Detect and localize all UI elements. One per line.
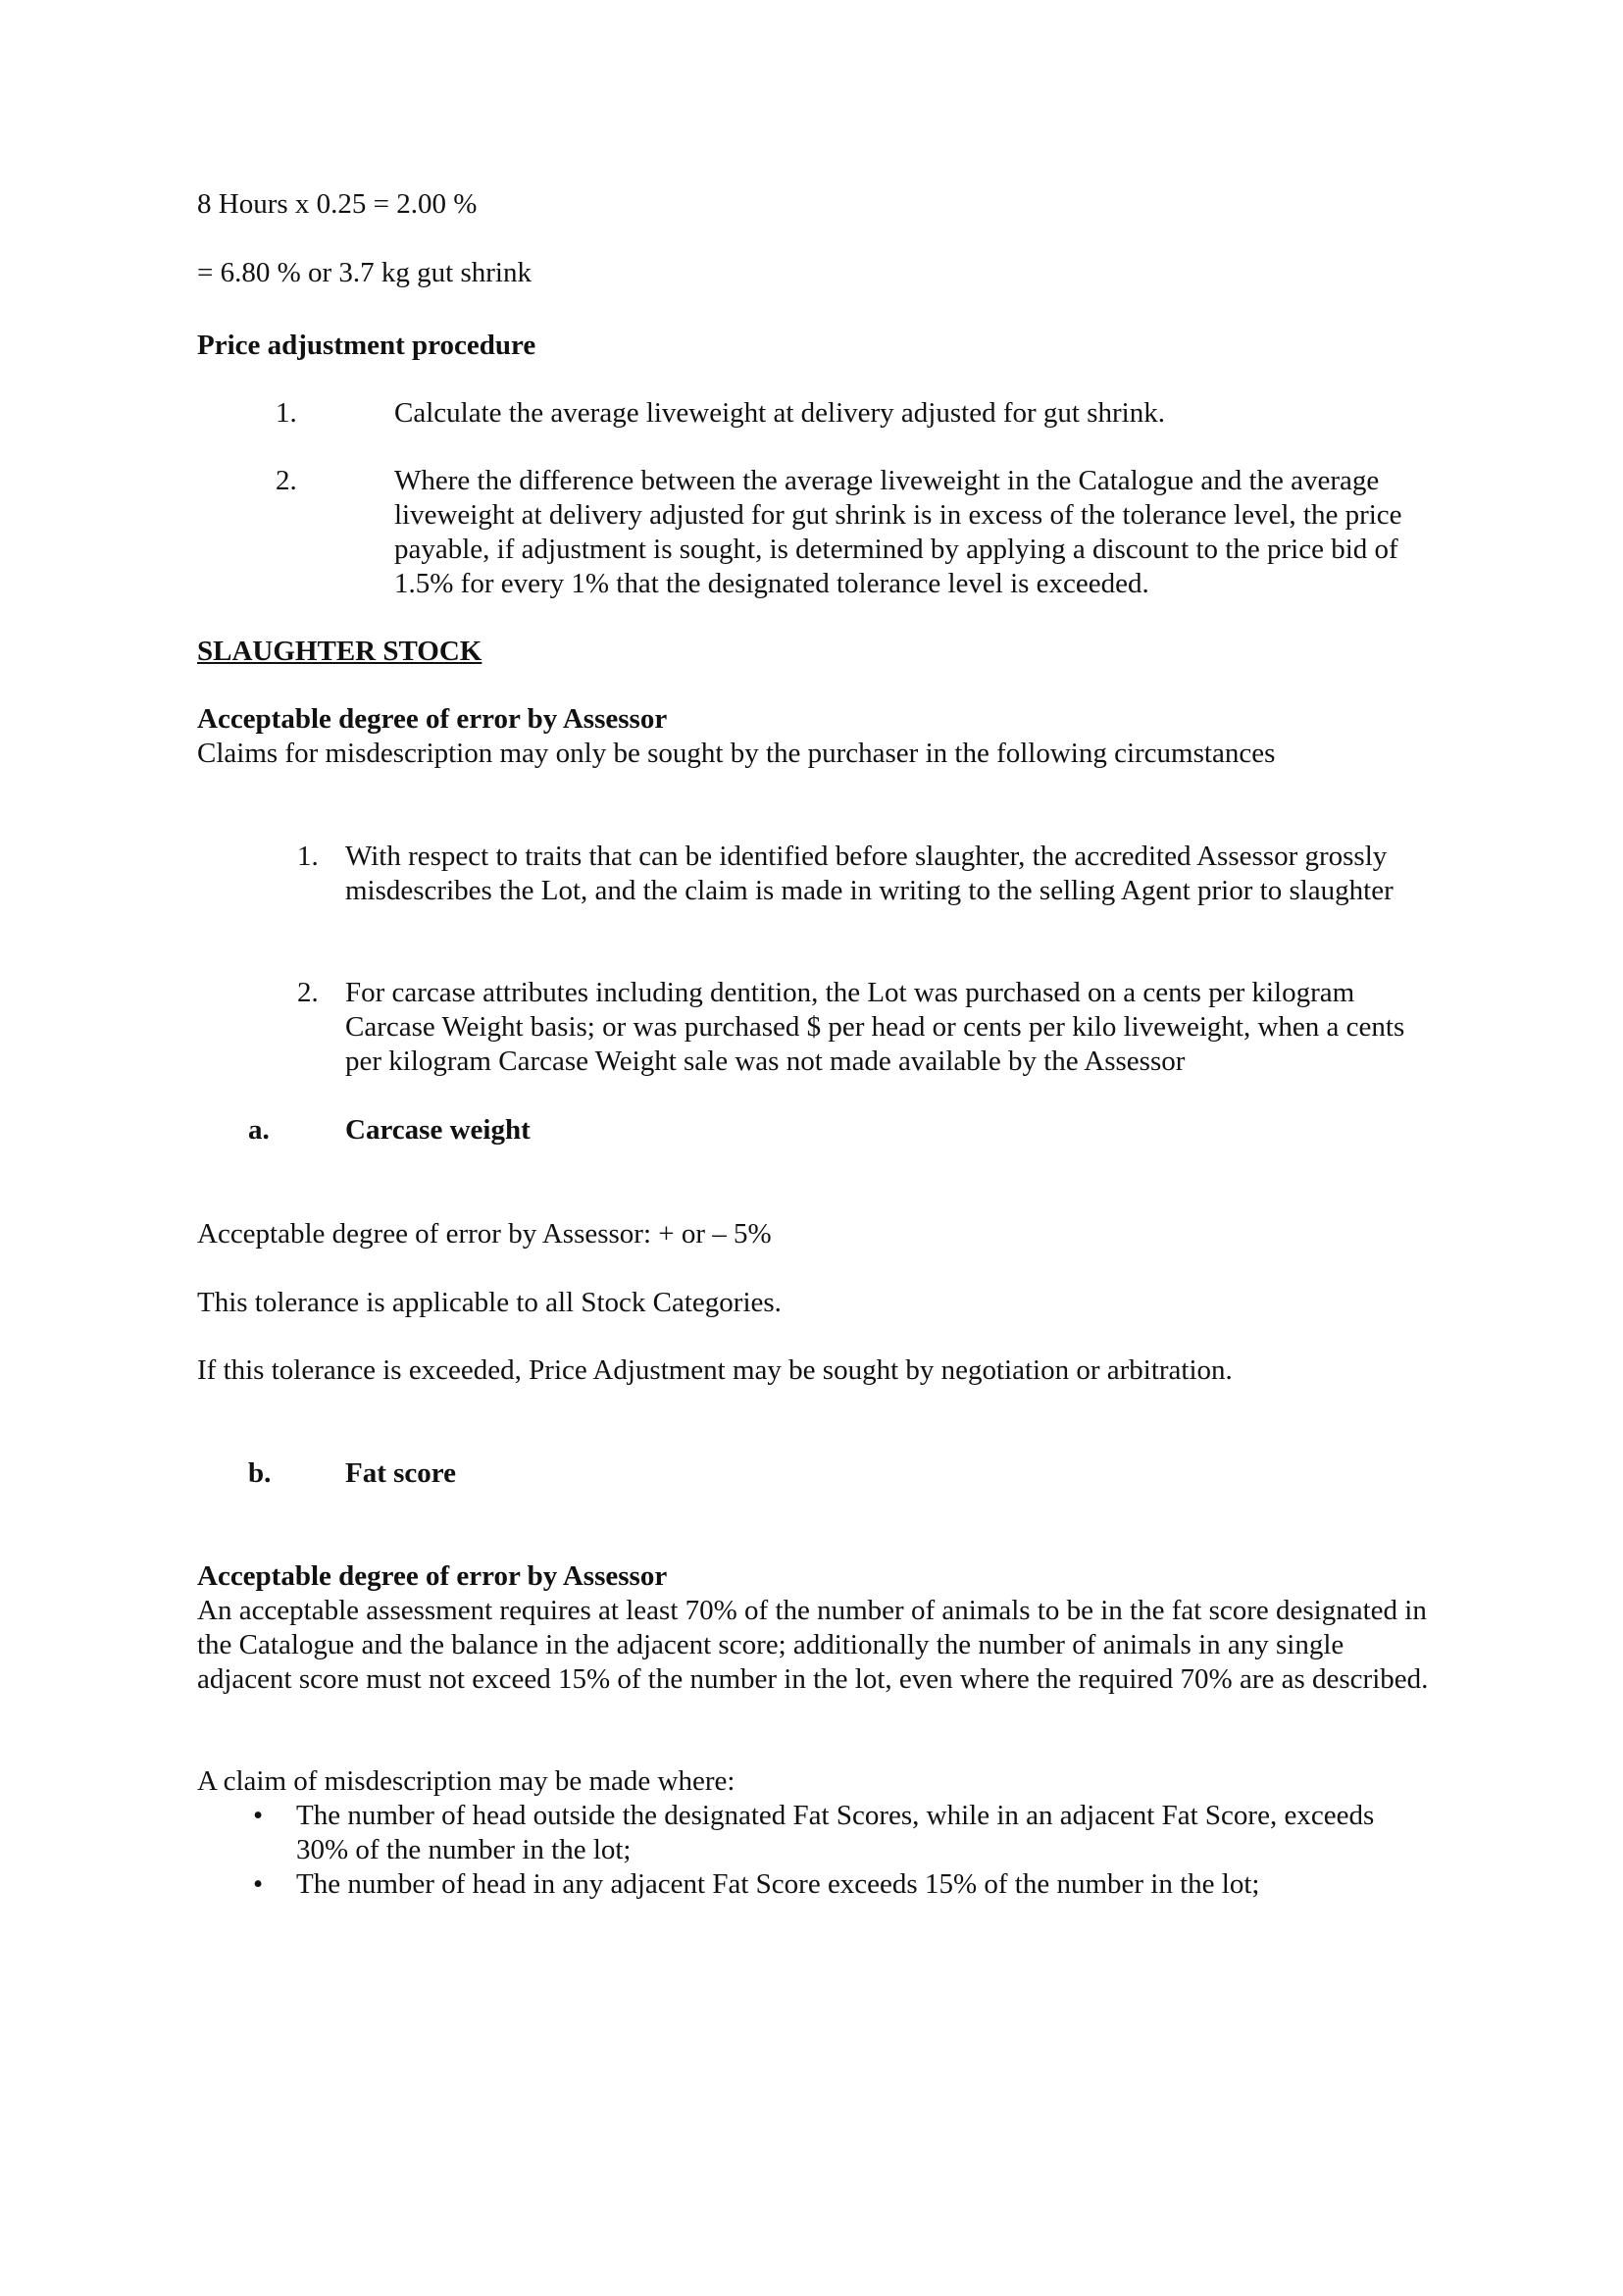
list-item-text: The number of head outside the designated Fat Scores, while in an adjacent Fat Score, exceeds 30% of the number in the lot;	[296, 1800, 1375, 1865]
list-item-text: Where the difference between the average liveweight in the Catalogue and the average liveweight at delivery adjusted for gut shrink is in excess of the tolerance level, the price payable, if adjustment is sought, is determined by applying a discount to the price bid of 1.5% for every 1% that the designated tolerance level is exceeded.	[394, 465, 1402, 599]
fat-paragraph: An acceptable assessment requires at least 70% of the number of animals to be in the fat score designated in the Catalogue and the balance in the adjacent score; additionally the number of animals in any single adjacent score must not exceed 15% of the number in the lot, even where the required 70% are as described.	[197, 1595, 1429, 1695]
list-item-text: For carcase attributes including dentition, the Lot was purchased on a cents per kilogram Carcase Weight basis; or was purchased $ per head or cents per kilo liveweight, when a cents per kilogram Carcase Weight sale was not made available by the Assessor	[345, 977, 1405, 1077]
carcase-applicability: This tolerance is applicable to all Stock Categories.	[197, 1287, 782, 1318]
list-item-text: With respect to traits that can be identified before slaughter, the accredited Assessor grossly misdescribes the Lot, and the claim is made in writing to the selling Agent prior to slaughter	[345, 841, 1394, 906]
slaughter-stock-heading: SLAUGHTER STOCK	[197, 636, 482, 667]
fat-claim-intro: A claim of misdescription may be made where:	[197, 1765, 735, 1797]
list-item-text: The number of head in any adjacent Fat Score exceeds 15% of the number in the lot;	[296, 1868, 1260, 1900]
list-item-text: Calculate the average liveweight at delivery adjusted for gut shrink.	[394, 397, 1165, 429]
list-item-number: 2.	[276, 465, 297, 496]
section-letter: b.	[248, 1457, 272, 1489]
price-adjustment-heading: Price adjustment procedure	[197, 330, 536, 361]
slaughter-intro: Claims for misdescription may only be sought by the purchaser in the following circumstances	[197, 738, 1276, 769]
section-letter: a.	[248, 1114, 270, 1146]
bullet-icon: •	[253, 1868, 264, 1900]
fat-subheading: Acceptable degree of error by Assessor	[197, 1560, 668, 1592]
slaughter-subheading: Acceptable degree of error by Assessor	[197, 703, 668, 735]
calc-line-1: 8 Hours x 0.25 = 2.00 %	[197, 188, 478, 220]
calc-line-2: = 6.80 % or 3.7 kg gut shrink	[197, 257, 532, 288]
list-item-number: 1.	[276, 397, 297, 429]
carcase-exceeded: If this tolerance is exceeded, Price Adjustment may be sought by negotiation or arbitration.	[197, 1354, 1233, 1386]
list-item-number: 1.	[297, 841, 319, 872]
bullet-icon: •	[253, 1800, 264, 1831]
list-item-number: 2.	[297, 977, 319, 1008]
fat-score-heading: Fat score	[345, 1457, 456, 1489]
carcase-weight-heading: Carcase weight	[345, 1114, 531, 1146]
carcase-tolerance: Acceptable degree of error by Assessor: + or – 5%	[197, 1218, 772, 1250]
